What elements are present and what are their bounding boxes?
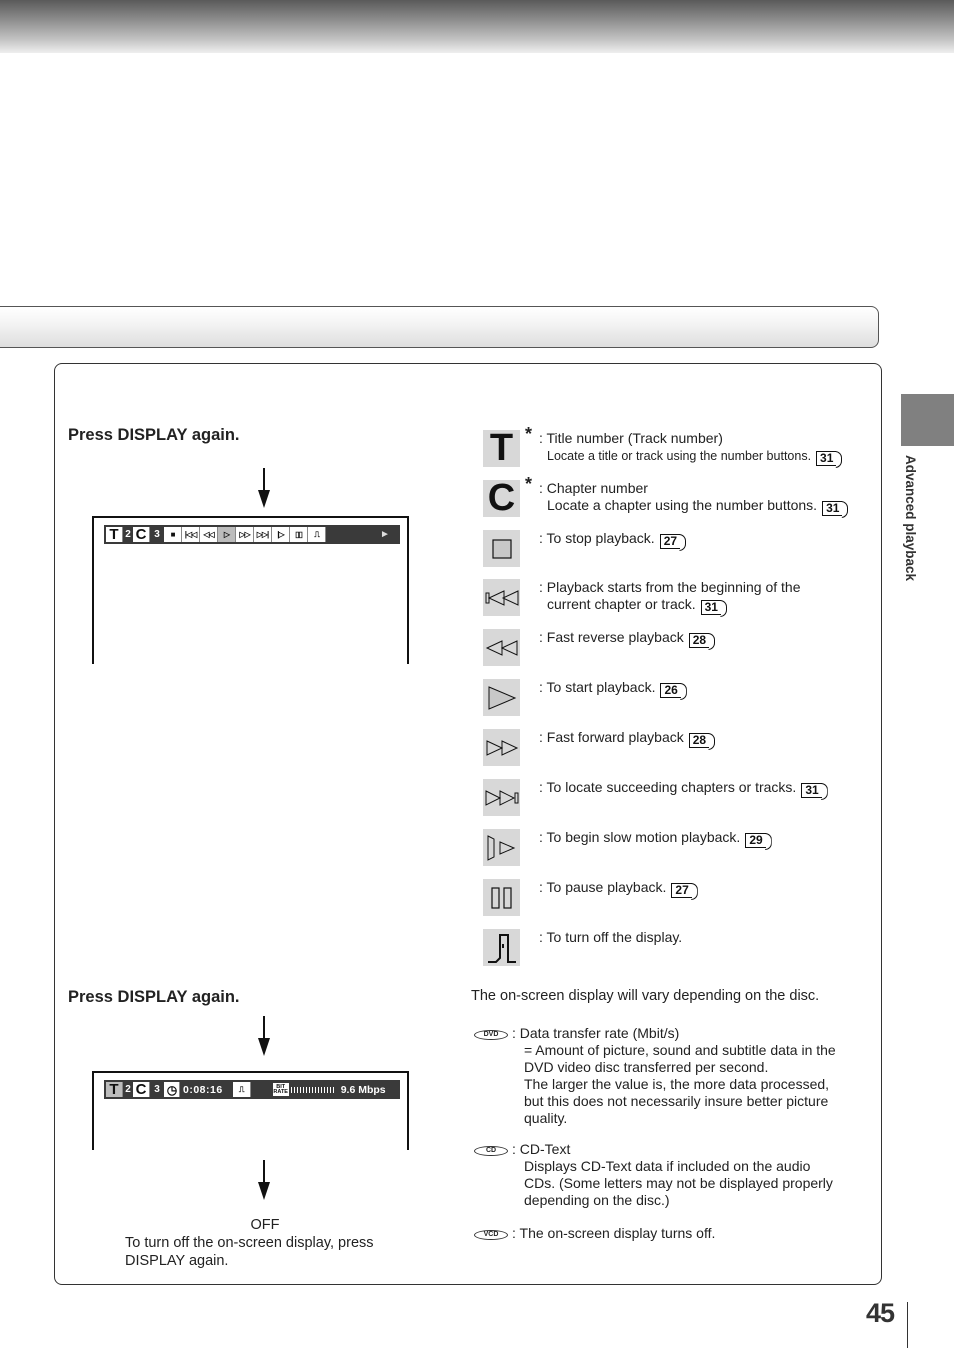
fast-reverse-icon [483, 629, 520, 666]
down-arrow-icon [258, 1160, 270, 1200]
dvd-badge-icon: DVD [474, 1030, 508, 1040]
asterisk: * [525, 424, 533, 444]
slow-motion-icon [483, 829, 520, 866]
chapter-icon: C [133, 1082, 150, 1097]
disc-text: quality. [524, 1110, 568, 1126]
legend-text: : Fast reverse playback [539, 629, 684, 645]
chapter-icon: C [133, 527, 150, 542]
pause-icon[interactable]: ▯▯ [290, 527, 308, 542]
play-icon [483, 679, 520, 716]
legend-text: : Playback starts from the beginning of the [539, 579, 801, 595]
page-number: 45 [866, 1298, 895, 1328]
chapter-number: 3 [154, 1084, 160, 1095]
legend-text: : Title number (Track number) [539, 430, 723, 446]
legend-text: : To begin slow motion playback. [539, 829, 741, 845]
page-ref: 26 [660, 683, 680, 698]
page-ref: 27 [660, 534, 680, 549]
chapter-tab-marker [901, 394, 954, 446]
cd-badge-icon: CD [474, 1146, 508, 1156]
disc-note-cd [474, 1141, 864, 1209]
down-arrow-icon [258, 468, 270, 508]
osd-bar [104, 1080, 400, 1099]
page-ref: 29 [745, 833, 765, 848]
header-band [0, 0, 954, 53]
play-icon[interactable]: ▷ [218, 527, 236, 542]
step-title: Press DISPLAY again. [68, 988, 240, 1006]
off-description [125, 1216, 425, 1270]
page-ref: 31 [701, 600, 721, 615]
playing-indicator-icon: ► [380, 529, 390, 540]
legend-subtext: Locate a title or track using the number buttons. [547, 449, 812, 463]
fast-forward-icon [483, 729, 520, 766]
off-title: OFF [250, 1217, 280, 1233]
chapter-number: 3 [154, 529, 160, 540]
legend-subtext: current chapter or track. [547, 596, 696, 612]
disc-text: = Amount of picture, sound and subtitle data in the [524, 1042, 836, 1058]
legend-text: : Fast forward playback [539, 729, 684, 745]
asterisk: * [525, 474, 533, 494]
step-title: Press DISPLAY again. [68, 426, 240, 444]
bitrate-meter [291, 1087, 335, 1093]
title-number: 2 [125, 1084, 131, 1095]
exit-icon[interactable]: ⎍ [308, 527, 326, 542]
exit-icon [483, 929, 520, 966]
vcd-badge-icon: VCD [474, 1230, 508, 1240]
chapter-icon: C [483, 480, 520, 517]
tv-screen [92, 1071, 409, 1150]
elapsed-time: 0:08:16 [183, 1083, 223, 1096]
clock-icon: ◷ [164, 1082, 180, 1097]
stop-icon[interactable]: ■ [164, 527, 182, 542]
chapter-tab-label: Advanced playback [903, 455, 918, 582]
display-note: The on-screen display will vary depending on the disc. [471, 988, 820, 1004]
disc-text: The larger the value is, the more data processed, [524, 1076, 830, 1092]
legend-text: : To turn off the display. [539, 929, 683, 945]
page-ref: 27 [671, 883, 691, 898]
page-number-rule [907, 1302, 908, 1348]
fast-forward-icon[interactable]: ▷▷ [236, 527, 254, 542]
title-icon: T [106, 527, 123, 542]
disc-text: : The on-screen display turns off. [512, 1225, 716, 1241]
off-desc: To turn off the on-screen display, press DISPLAY again. [125, 1235, 374, 1269]
title-icon: T [106, 1082, 123, 1097]
disc-text: Displays CD-Text data if included on the audio [524, 1158, 811, 1174]
bitrate-label-top: BIT [276, 1083, 286, 1090]
legend-text: : To locate succeeding chapters or tracks. [539, 779, 797, 795]
legend-subtext: Locate a chapter using the number buttons. [547, 497, 818, 513]
tv-screen [92, 516, 409, 664]
fast-reverse-icon[interactable]: ◁◁ [200, 527, 218, 542]
title-number: 2 [125, 529, 131, 540]
disc-note-dvd [474, 1025, 864, 1127]
disc-text: : Data transfer rate (Mbit/s) [512, 1025, 680, 1041]
disc-text: CDs. (Some letters may not be displayed properly [524, 1175, 833, 1191]
bitrate-value: 9.6 Mbps [340, 1083, 386, 1096]
bitrate-label [273, 1083, 289, 1096]
page-ref: 28 [689, 633, 709, 648]
slow-motion-icon[interactable]: |▷ [272, 527, 290, 542]
disc-note-vcd [474, 1225, 864, 1242]
disc-text: : CD-Text [512, 1141, 571, 1157]
disc-text: DVD video disc transferred per second. [524, 1059, 769, 1075]
page-ref: 28 [689, 733, 709, 748]
title-icon: T [483, 430, 520, 467]
legend-text: : To stop playback. [539, 530, 655, 546]
legend-text: : To pause playback. [539, 879, 667, 895]
page-ref: 31 [822, 501, 842, 516]
skip-back-icon [483, 579, 520, 616]
page-ref: 31 [801, 783, 821, 798]
disc-text: depending on the disc.) [524, 1192, 670, 1208]
skip-forward-icon[interactable]: ▷▷| [254, 527, 272, 542]
skip-forward-icon [483, 779, 520, 816]
osd-bar [104, 525, 400, 544]
page-ref: 31 [816, 451, 836, 466]
pause-icon [483, 879, 520, 916]
legend-text: : Chapter number [539, 480, 648, 496]
skip-back-icon[interactable]: |◁◁ [182, 527, 200, 542]
bitrate-label-bottom: RATE [273, 1088, 288, 1095]
down-arrow-icon [258, 1016, 270, 1056]
disc-text: but this does not necessarily insure better picture [524, 1093, 829, 1109]
stop-icon [483, 530, 520, 567]
section-title-bar [0, 306, 879, 348]
exit-icon[interactable]: ⎍ [233, 1082, 251, 1097]
legend-text: : To start playback. [539, 679, 656, 695]
